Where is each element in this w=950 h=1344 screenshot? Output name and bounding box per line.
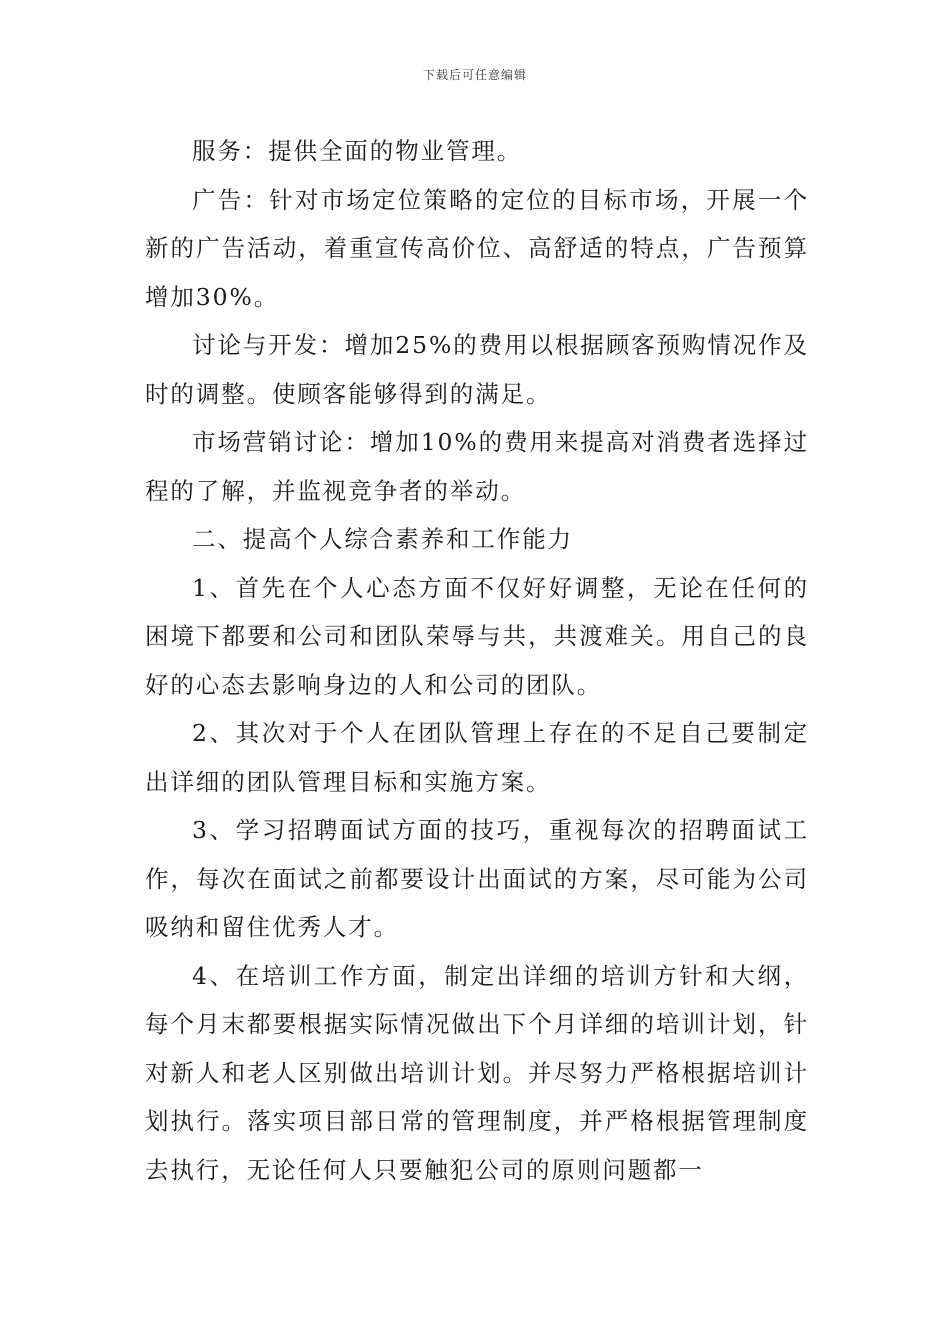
list-item-2: 2、其次对于个人在团队管理上存在的不足自己要制定出详细的团队管理目标和实施方案。 [145, 719, 809, 796]
paragraph-advertising: 广告：针对市场定位策略的定位的目标市场，开展一个新的广告活动，着重宣传高价位、高舒适的特点，广告预算增加30%。 [145, 185, 809, 311]
paragraph-research-development: 讨论与开发：增加25%的费用以根据顾客预购情况作及时的调整。使顾客能够得到的满足。 [145, 331, 809, 408]
list-item-3: 3、学习招聘面试方面的技巧，重视每次的招聘面试工作，每次在面试之前都要设计出面试的方案，尽可能为公司吸纳和留住优秀人才。 [145, 816, 809, 941]
document-body [145, 127, 809, 1194]
list-item-4: 4、在培训工作方面，制定出详细的培训方针和大纲，每个月末都要根据实际情况做出下个月详细的培训计划，针对新人和老人区别做出培训计划。并尽努力严格根据培训计划执行。落实项目部日常的管理制度，并严格根据管理制度去执行，无论任何人只要触犯公司的原则问题都一 [145, 961, 809, 1184]
list-item-1: 1、首先在个人心态方面不仅好好调整，无论在任何的困境下都要和公司和团队荣辱与共，共渡难关。用自己的良好的心态去影响身边的人和公司的团队。 [145, 573, 809, 699]
section-heading: 二、提高个人综合素养和工作能力 [192, 525, 573, 553]
paragraph-service: 服务：提供全面的物业管理。 [192, 137, 523, 165]
page-header: 下载后可任意编辑 [422, 68, 527, 82]
paragraph-marketing-research: 市场营销讨论：增加10%的费用来提高对消费者选择过程的了解，并监视竞争者的举动。 [145, 428, 809, 505]
